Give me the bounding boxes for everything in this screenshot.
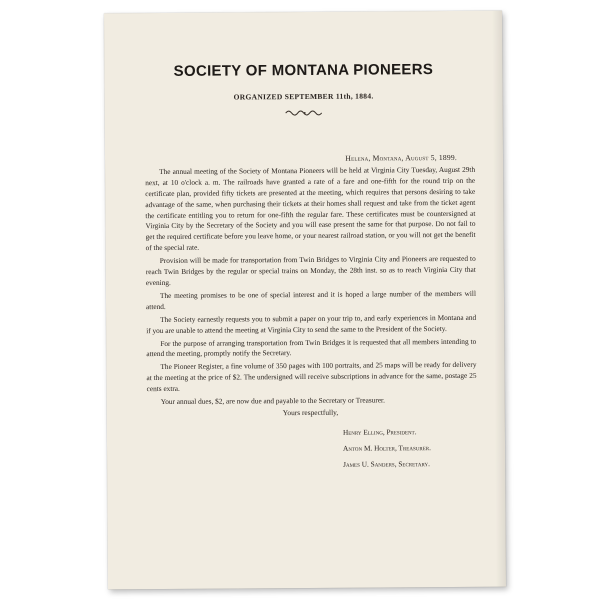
divider-ornament-icon: [285, 108, 325, 118]
dateline: Helena, Montana, August 5, 1899.: [345, 152, 458, 163]
signer-president: Henry Elling, President.: [342, 427, 417, 437]
letter-body: [145, 153, 477, 474]
paragraph-transportation: Provision will be made for transportation from Twin Bridges to Virginia City and Pioneers are requested to reach Twin Bridges by the regular or special trains on Monday, the 28th inst. so as to reach Virginia City that evening.: [145, 253, 476, 288]
paragraph-pioneer-register: The Pioneer Register, a fine volume of 350 pages with 100 portraits, and 25 maps will be ready for delivery at the meeting at the price of $2. The undersigned will receive subscriptions in advance for the same, postage 25 cents extra.: [146, 360, 477, 394]
paragraph-interest: The meeting promises to be one of special interest and it is hoped a large number of the members will attend.: [146, 288, 476, 311]
signer-secretary: James U. Sanders, Secretary.: [343, 458, 430, 469]
letterhead-subtitle: ORGANIZED SEPTEMBER 11th, 1884.: [233, 91, 374, 102]
signers-list: [147, 424, 477, 474]
paragraph-notify-secretary: For the purpose of arranging transportation from Twin Bridges it is requested that all members intending to attend the meeting, promptly notify the Secretary.: [146, 336, 477, 359]
signer-treasurer: Anton M. Holter, Treasurer.: [343, 442, 431, 453]
paragraph-meeting: The annual meeting of the Society of Montana Pioneers will be held at Virginia City Tuesday, August 29th next, at 10 o'clock a. m. The railroads have granted a rate of a fare and one-fifth for the round trip on the certificate plan, provided fifty tickets are presented at the meeting, which requires that persons desiring to take advantage of the same, when purchasing their tickets at their homes shall request and take from the ticket agent the certificate entitling you to return for one-fifth the regular fare. These certificates must be countersigned at Virginia City by the Secretary of the Society and you will ease present the same for that purpose. Do not fail to get the required certificate before you leave home, or your nearest railroad station, or you will not get the benefit of the special rate.: [145, 164, 476, 253]
letter-sheet: [104, 11, 506, 590]
paragraph-annual-dues: Your annual dues, $2, are now due and payable to the Secretary or Treasurer.: [160, 395, 385, 407]
letterhead-title: SOCIETY OF MONTANA PIONEERS: [173, 61, 434, 80]
closing-salutation: Yours respectfully,: [282, 407, 339, 418]
paragraph-paper-request: The Society earnestly requests you to submit a paper on your trip to, and early experiences in Montana and if you are unable to attend the meeting at Virginia City to send the same to the President of the Society.: [146, 312, 477, 335]
